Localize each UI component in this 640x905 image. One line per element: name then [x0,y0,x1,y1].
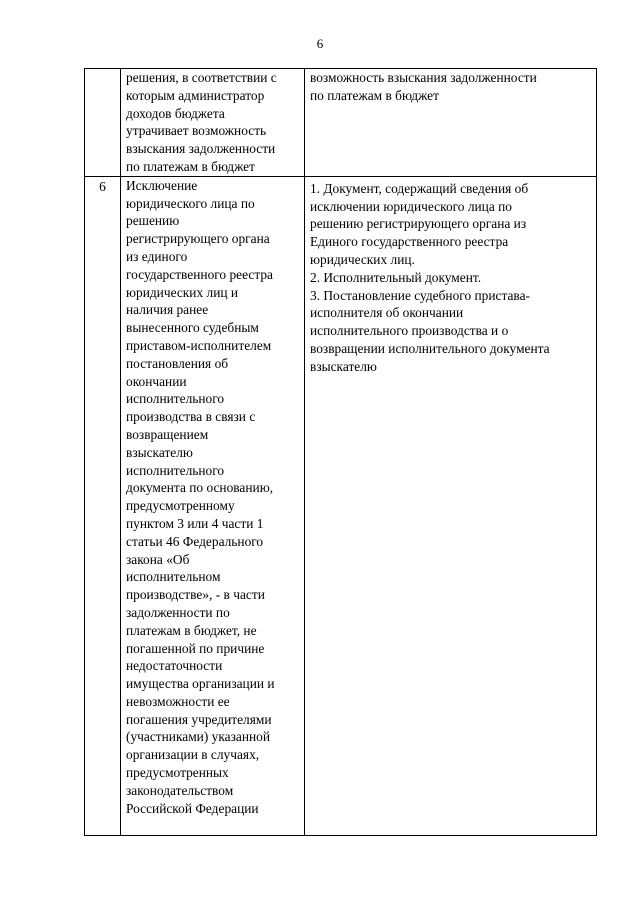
reason-line: окончании [126,373,187,389]
reason-line: производстве», - в части [126,587,265,603]
reason-line: недостаточности [126,658,223,674]
reason-line: законодательством [126,782,234,798]
reason-line: взыскателю [126,444,193,460]
reason-line: которым администратор [126,87,265,103]
documents-line: 3. Постановление судебного пристава- [310,287,530,303]
documents-line: исполнительного производства и о [310,323,509,339]
reason-line: приставом-исполнителем [126,337,272,353]
table-row [85,176,597,835]
reason-line: Российской Федерации [126,800,259,816]
reason-line: (участниками) указанной [126,729,271,745]
reason-line: утрачивает возможность [126,123,267,139]
reason-line: исполнительного [126,462,225,478]
row-number-cell: 6 [85,176,121,835]
documents-cell [305,69,597,177]
reason-line: вынесенного судебным [126,320,259,336]
reason-line: невозможности ее [126,693,230,709]
reason-line: наличия ранее [126,302,209,318]
table-row [85,69,597,177]
reason-line: взыскания задолженности [126,141,276,157]
reason-line: документа по основанию, [126,480,274,496]
reason-line: возвращением [126,426,209,442]
documents-line: исключении юридического лица по [310,198,513,214]
documents-line: возвращении исполнительного документа [310,340,550,356]
reason-line: регистрирующего органа [126,231,270,247]
reason-line: решению [126,213,180,229]
reason-line: пунктом 3 или 4 части 1 [126,515,264,531]
reason-line: закона «Об [126,551,190,567]
reason-line: статьи 46 Федерального [126,533,264,549]
reason-line: юридических лиц и [126,284,239,300]
documents-line: 2. Исполнительный документ. [310,269,482,285]
reason-line: погашения учредителями [126,711,272,727]
documents-line: юридических лиц. [310,251,415,267]
documents-line: возможность взыскания задолженности [310,70,537,85]
reason-cell [121,176,305,835]
reason-line: юридического лица по [126,195,255,211]
documents-line: взыскателю [310,358,377,374]
reason-line: предусмотренных [126,765,229,781]
documents-line: Единого государственного реестра [310,234,509,250]
reason-line: доходов бюджета [126,105,225,121]
reason-line: из единого [126,248,188,264]
reason-line: организации в случаях, [126,747,260,763]
reason-line: производства в связи с [126,409,256,425]
reason-line: решения, в соответствии с [126,70,277,85]
document-table [84,68,597,836]
documents-cell [305,176,597,835]
documents-line: по платежам в бюджет [310,87,439,103]
reason-line: имущества организации и [126,676,275,692]
reason-line: предусмотренному [126,498,235,514]
row-number-cell [85,69,121,177]
reason-line: задолженности по [126,604,230,620]
reason-line: платежам в бюджет, не [126,622,257,638]
page-number: 6 [316,36,324,51]
reason-line: исполнительном [126,569,221,585]
documents-line: решению регистрирующего органа из [310,216,527,232]
reason-line: постановления об [126,355,229,371]
reason-line: исполнительного [126,391,225,407]
reason-line: Исключение [126,177,198,193]
reason-line: по платежам в бюджет [126,158,255,174]
documents-line: 1. Документ, содержащий сведения об [310,180,529,196]
reason-line: погашенной по причине [126,640,265,656]
documents-line: исполнителя об окончании [310,305,464,321]
reason-line: государственного реестра [126,266,273,282]
reason-cell [121,69,305,177]
